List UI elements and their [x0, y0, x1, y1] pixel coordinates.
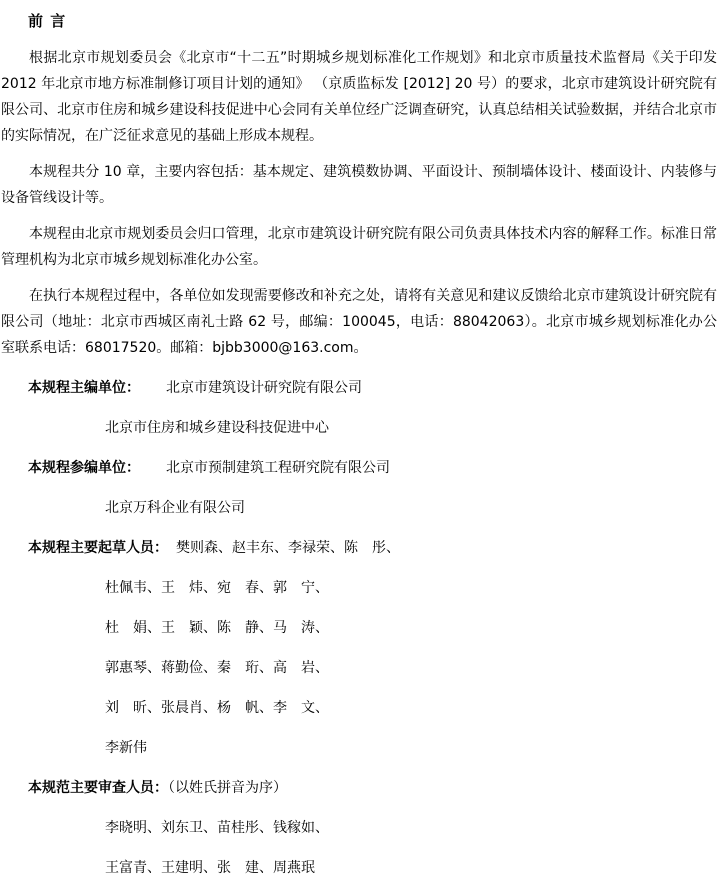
entry-main-reviewers — [28, 775, 718, 801]
paragraph-basis: 根据北京市规划委员会《北京市“十二五”时期城乡规划标准化工作规划》和北京市质量技术监督局《关于印发 2012 年北京市地方标准制修订项目计划的通知》 （京质监标发 [2012] 20 号）的要求，北京市建筑设计研究院有限公司、北京市住房和城乡建设科技促进中心会同有关单位经广泛调查研究，认真总结相关试验数据，并结合北京市的实际情况，在广泛征求意见的基础上形成本规程。 — [1, 50, 717, 144]
entry-main-drafters-continuation-1: 杜佩韦、王 炜、宛 春、郭 宁、 — [105, 580, 329, 596]
paragraph-feedback: 在执行本规程过程中，各单位如发现需要修改和补充之处，请将有关意见和建议反馈给北京市建筑设计研究院有限公司（地址：北京市西城区南礼士路 62 号，邮编：100045，电话：88042063）。北京市城乡规划标准化办公室联系电话：68017520。邮箱：bjbb3000@163.com。 — [1, 288, 717, 356]
entry-participating-unit — [28, 455, 718, 481]
page-title: 前 言 — [28, 12, 67, 30]
entry-main-drafters-continuation-2: 杜 娟、王 颖、陈 静、马 涛、 — [105, 620, 329, 636]
entry-main-drafters-continuation-5: 李新伟 — [105, 740, 147, 756]
entry-participating-unit-label: 本规程参编单位： — [28, 460, 140, 476]
entry-chief-editing-unit — [28, 375, 718, 401]
entry-chief-editing-unit-label: 本规程主编单位： — [28, 380, 140, 396]
entry-main-drafters — [28, 535, 718, 561]
entry-main-drafters-label: 本规程主要起草人员： — [28, 540, 168, 556]
entry-main-drafters-continuation-4: 刘 昕、张晨肖、杨 帆、李 文、 — [105, 700, 329, 716]
entry-main-drafters-value: 樊则森、赵丰东、李禄荣、陈 彤、 — [176, 540, 400, 556]
entry-main-reviewers-continuation-2: 王富青、王建明、张 建、周燕珉 — [105, 860, 315, 876]
entry-main-reviewers-continuation-1: 李晓明、刘东卫、苗桂彤、钱稼如、 — [105, 820, 329, 836]
paragraph-contents: 本规程共分 10 章，主要内容包括：基本规定、建筑模数协调、平面设计、预制墙体设计、楼面设计、内装修与设备管线设计等。 — [1, 164, 717, 206]
entry-main-drafters-continuation-3: 郭惠琴、蒋勤俭、秦 珩、高 岩、 — [105, 660, 329, 676]
entry-main-reviewers-value: （以姓氏拼音为序） — [168, 780, 287, 796]
credits-section — [0, 375, 718, 881]
entry-chief-editing-unit-value: 北京市建筑设计研究院有限公司 — [166, 380, 362, 396]
entry-participating-unit-value: 北京市预制建筑工程研究院有限公司 — [166, 460, 390, 476]
entry-participating-unit-continuation: 北京万科企业有限公司 — [105, 500, 245, 516]
paragraph-management: 本规程由北京市规划委员会归口管理，北京市建筑设计研究院有限公司负责具体技术内容的解释工作。标准日常管理机构为北京市城乡规划标准化办公室。 — [1, 226, 717, 268]
entry-main-reviewers-label: 本规范主要审查人员： — [28, 780, 168, 796]
entry-chief-editing-unit-continuation: 北京市住房和城乡建设科技促进中心 — [105, 420, 329, 436]
